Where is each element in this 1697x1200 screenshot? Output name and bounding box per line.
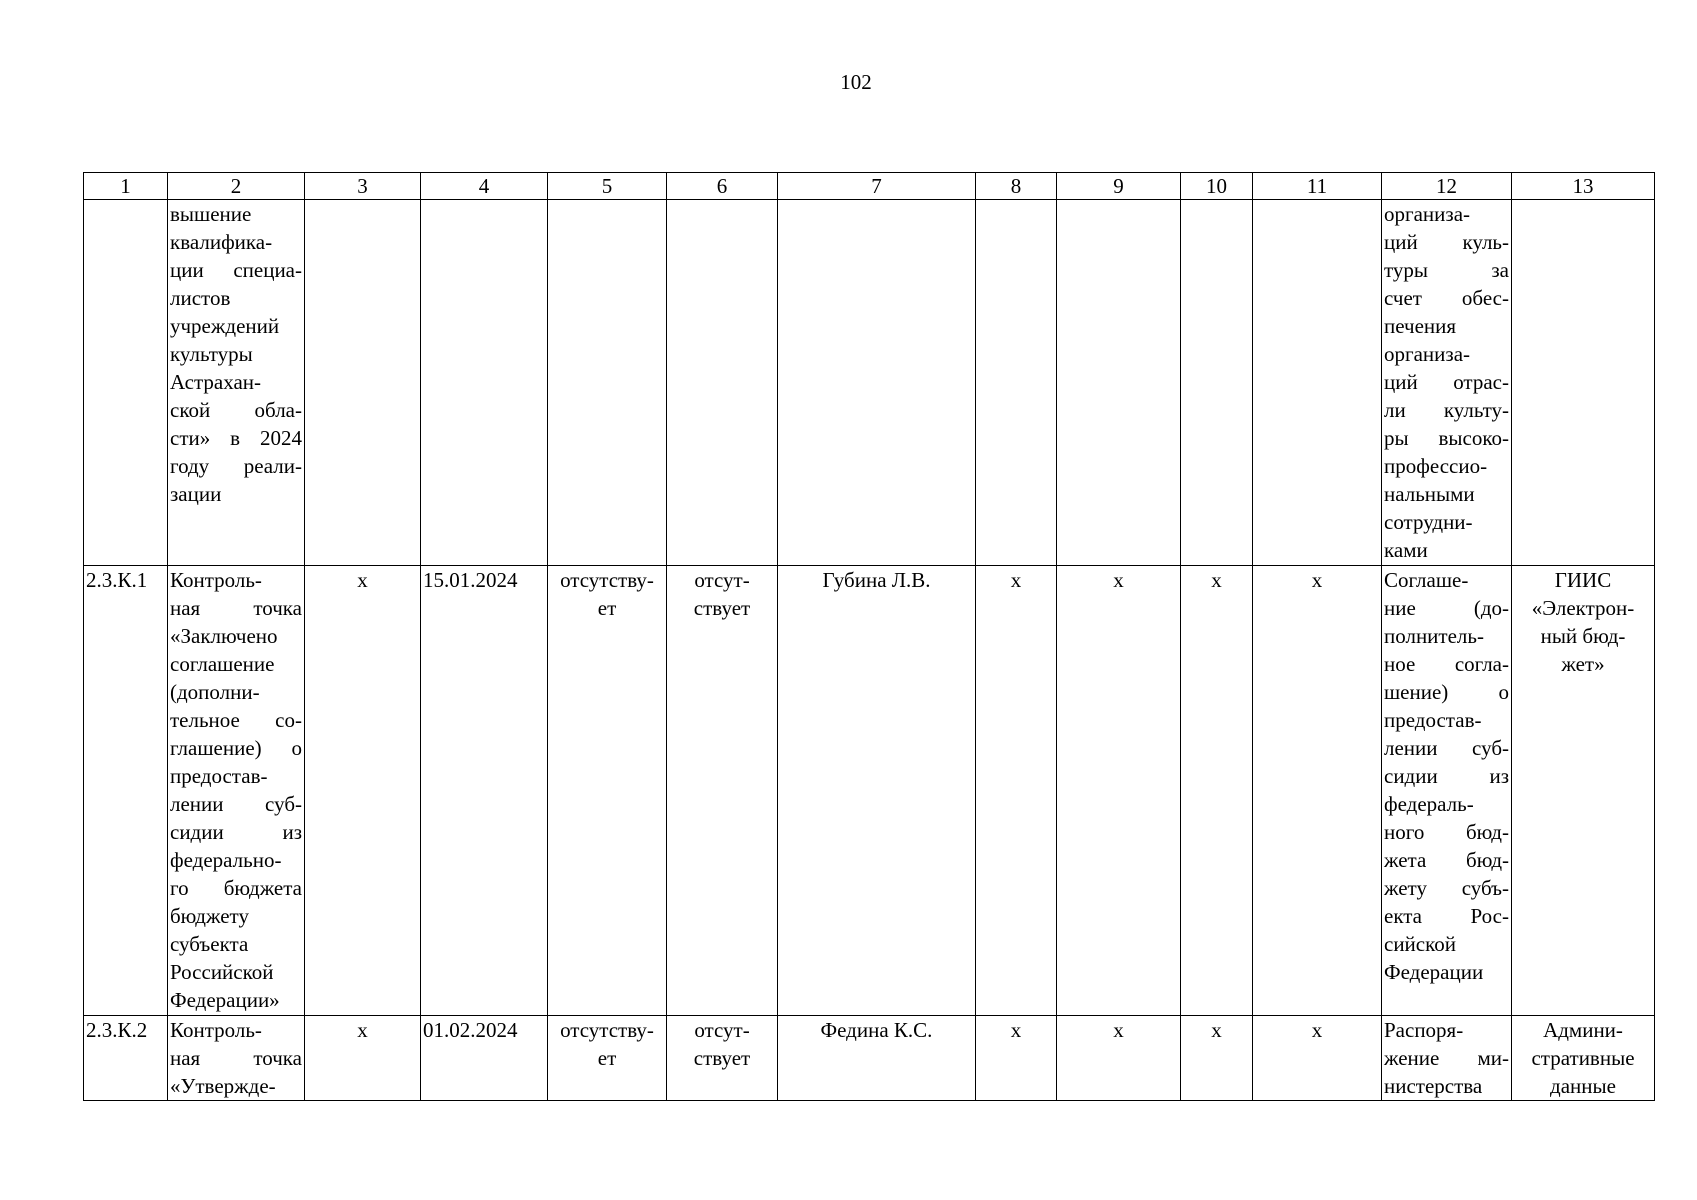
cell-line: квалифика- bbox=[170, 230, 273, 254]
cell-line: Федерации bbox=[1384, 960, 1484, 984]
cell-line: федерально- bbox=[170, 848, 282, 872]
cell-line: го бюджета bbox=[170, 876, 302, 900]
table-row bbox=[84, 566, 1655, 1016]
cell-line: (дополни- bbox=[170, 680, 260, 704]
cell-line: ного бюд- bbox=[1384, 820, 1509, 844]
cell-col8: х bbox=[976, 1016, 1057, 1101]
cell-line: ли культу- bbox=[1384, 398, 1509, 422]
cell-result bbox=[1382, 566, 1512, 1016]
cell-line: ние (до- bbox=[1384, 596, 1509, 620]
cell-line: тельное со- bbox=[170, 708, 302, 732]
cell-line: ная точка bbox=[170, 596, 302, 620]
column-header-13: 13 bbox=[1512, 173, 1655, 200]
cell-line: жение ми- bbox=[1384, 1046, 1509, 1070]
cell-line: листов bbox=[170, 286, 231, 310]
cell-responsible: Губина Л.В. bbox=[778, 566, 976, 1016]
cell-source bbox=[1512, 200, 1655, 566]
cell-line: нальными bbox=[1384, 482, 1475, 506]
cell-line: сти» в 2024 bbox=[170, 426, 302, 450]
cell-line: нистерства bbox=[1384, 1074, 1483, 1098]
cell-line: жета бюд- bbox=[1384, 848, 1509, 872]
cell-col9: х bbox=[1057, 566, 1181, 1016]
cell-responsible: Федина К.С. bbox=[778, 1016, 976, 1101]
cell-line: стративные bbox=[1531, 1046, 1635, 1070]
cell-line: полнитель- bbox=[1384, 624, 1484, 648]
cell-col6 bbox=[667, 1016, 778, 1101]
cell-result bbox=[1382, 200, 1512, 566]
cell-line: шение) о bbox=[1384, 680, 1509, 704]
column-header-6: 6 bbox=[667, 173, 778, 200]
cell-name bbox=[168, 566, 305, 1016]
cell-col5 bbox=[548, 566, 667, 1016]
cell-line: Российской bbox=[170, 960, 274, 984]
cell-number: 2.3.К.2 bbox=[84, 1016, 168, 1101]
cell-line: счет обес- bbox=[1384, 286, 1509, 310]
cell-line: зации bbox=[170, 482, 222, 506]
cell-line: году реали- bbox=[170, 454, 302, 478]
cell-number bbox=[84, 200, 168, 566]
column-header-9: 9 bbox=[1057, 173, 1181, 200]
cell-line: организа- bbox=[1384, 342, 1471, 366]
column-header-11: 11 bbox=[1253, 173, 1382, 200]
cell-line: бюджету bbox=[170, 904, 249, 928]
cell-line: ствует bbox=[693, 596, 751, 620]
column-header-10: 10 bbox=[1181, 173, 1253, 200]
cell-col10: х bbox=[1181, 566, 1253, 1016]
cell-date: 15.01.2024 bbox=[421, 566, 548, 1016]
cell-line: сийской bbox=[1384, 932, 1456, 956]
cell-line: жет» bbox=[1561, 652, 1605, 676]
cell-line: ное согла- bbox=[1384, 652, 1509, 676]
cell-col11: х bbox=[1253, 1016, 1382, 1101]
cell-line: ная точка bbox=[170, 1046, 302, 1070]
cell-line: туры за bbox=[1384, 258, 1509, 282]
cell-col3: х bbox=[305, 566, 421, 1016]
cell-line: ками bbox=[1384, 538, 1428, 562]
cell-line: предостав- bbox=[170, 764, 268, 788]
column-header-8: 8 bbox=[976, 173, 1057, 200]
cell-line: глашение) о bbox=[170, 736, 302, 760]
column-header-7: 7 bbox=[778, 173, 976, 200]
column-header-2: 2 bbox=[168, 173, 305, 200]
column-header-1: 1 bbox=[84, 173, 168, 200]
cell-line: екта Рос- bbox=[1384, 904, 1509, 928]
cell-col9 bbox=[1057, 200, 1181, 566]
cell-name bbox=[168, 1016, 305, 1101]
cell-col9: х bbox=[1057, 1016, 1181, 1101]
cell-line: ГИИС bbox=[1554, 568, 1612, 592]
cell-line: сидии из bbox=[170, 820, 302, 844]
column-header-3: 3 bbox=[305, 173, 421, 200]
cell-col11 bbox=[1253, 200, 1382, 566]
cell-line: ской обла- bbox=[170, 398, 302, 422]
cell-line: отсут- bbox=[694, 568, 750, 592]
cell-line: ций отрас- bbox=[1384, 370, 1509, 394]
cell-line: организа- bbox=[1384, 202, 1471, 226]
cell-line: профессио- bbox=[1384, 454, 1488, 478]
page-number: 102 bbox=[840, 70, 872, 94]
cell-col6 bbox=[667, 566, 778, 1016]
column-header-4: 4 bbox=[421, 173, 548, 200]
cell-line: учреждений bbox=[170, 314, 280, 338]
cell-col10: х bbox=[1181, 1016, 1253, 1101]
cell-line: сидии из bbox=[1384, 764, 1509, 788]
cell-line: печения bbox=[1384, 314, 1457, 338]
column-header-5: 5 bbox=[548, 173, 667, 200]
cell-line: Федерации» bbox=[170, 988, 280, 1012]
cell-line: ций куль- bbox=[1384, 230, 1509, 254]
cell-line: Астрахан- bbox=[170, 370, 261, 394]
cell-line: культуры bbox=[170, 342, 253, 366]
cell-source bbox=[1512, 566, 1655, 1016]
cell-line: Контроль- bbox=[170, 568, 262, 592]
cell-line: лении суб- bbox=[1384, 736, 1509, 760]
cell-line: Соглаше- bbox=[1384, 568, 1469, 592]
cell-col3: х bbox=[305, 1016, 421, 1101]
cell-line: отсутству- bbox=[560, 568, 654, 592]
table-row bbox=[84, 1016, 1655, 1101]
cell-line: ет bbox=[597, 596, 617, 620]
cell-line: ры высоко- bbox=[1384, 426, 1509, 450]
cell-col8 bbox=[976, 200, 1057, 566]
cell-line: отсутству- bbox=[560, 1018, 654, 1042]
table-row bbox=[84, 200, 1655, 566]
cell-line: ции специа- bbox=[170, 258, 302, 282]
cell-date: 01.02.2024 bbox=[421, 1016, 548, 1101]
cell-line: «Электрон- bbox=[1531, 596, 1635, 620]
cell-line: ный бюд- bbox=[1540, 624, 1626, 648]
cell-line: субъекта bbox=[170, 932, 249, 956]
cell-col10 bbox=[1181, 200, 1253, 566]
cell-line: федераль- bbox=[1384, 792, 1474, 816]
cell-col6 bbox=[667, 200, 778, 566]
cell-line: соглашение bbox=[170, 652, 275, 676]
cell-line: жету субъ- bbox=[1384, 876, 1509, 900]
cell-line: предостав- bbox=[1384, 708, 1482, 732]
cell-col4 bbox=[421, 200, 548, 566]
cell-col3 bbox=[305, 200, 421, 566]
cell-line: «Заключено bbox=[170, 624, 278, 648]
cell-name bbox=[168, 200, 305, 566]
cell-line: данные bbox=[1550, 1074, 1616, 1098]
cell-col11: х bbox=[1253, 566, 1382, 1016]
cell-col5 bbox=[548, 1016, 667, 1101]
cell-line: вышение bbox=[170, 202, 252, 226]
cell-col5 bbox=[548, 200, 667, 566]
cell-line: Админи- bbox=[1543, 1018, 1623, 1042]
cell-line: отсут- bbox=[694, 1018, 750, 1042]
cell-line: лении суб- bbox=[170, 792, 302, 816]
cell-line: «Утвержде- bbox=[170, 1074, 276, 1098]
cell-result bbox=[1382, 1016, 1512, 1101]
cell-line: сотрудни- bbox=[1384, 510, 1473, 534]
header-row bbox=[84, 173, 1655, 200]
cell-col8: х bbox=[976, 566, 1057, 1016]
cell-line: ствует bbox=[693, 1046, 751, 1070]
cell-source bbox=[1512, 1016, 1655, 1101]
column-header-12: 12 bbox=[1382, 173, 1512, 200]
cell-col7 bbox=[778, 200, 976, 566]
cell-line: Контроль- bbox=[170, 1018, 262, 1042]
cell-number: 2.3.К.1 bbox=[84, 566, 168, 1016]
cell-line: Распоря- bbox=[1384, 1018, 1464, 1042]
cell-line: ет bbox=[597, 1046, 617, 1070]
data-table bbox=[83, 172, 1655, 1101]
